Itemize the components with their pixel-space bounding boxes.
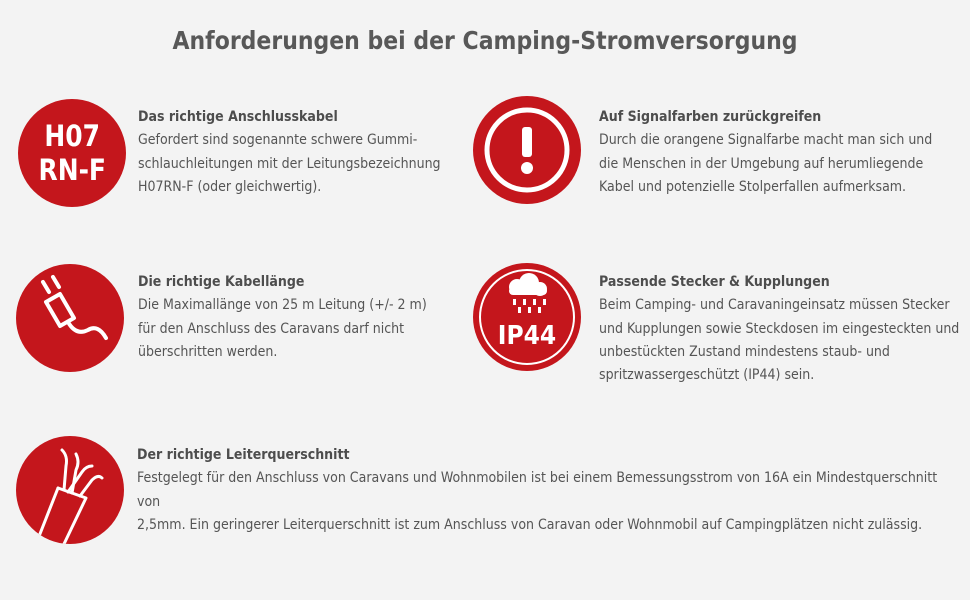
info-line: spritzwassergeschützt (IP44) sein. [599,367,815,384]
info-line: Beim Camping- und Caravaningeinsatz müssen Stecker [599,297,950,314]
cable-type-icon [18,99,126,207]
info-heading: Passende Stecker & Kupplungen [599,274,830,290]
info-block-cross-section [137,444,957,537]
warning-exclamation-icon [473,96,581,204]
info-heading: Der richtige Leiterquerschnitt [137,447,350,463]
info-line: unbestückten Zustand mindestens staub- und [599,343,890,360]
info-line: H07RN-F (oder gleichwertig). [138,178,322,195]
info-line: Festgelegt für den Anschluss von Caravans und Wohnmobilen ist bei einem Bemessungsstrom von 16A ein Mindestquerschnitt von [137,470,938,510]
info-heading: Die richtige Kabellänge [138,274,305,290]
plug-icon [16,264,124,372]
info-line: für den Anschluss des Caravans darf nicht [138,320,405,337]
info-heading: Das richtige Anschlusskabel [138,109,338,125]
info-line: Gefordert sind sogenannte schwere Gummi- [138,132,418,149]
ip44-label: IP44 [497,321,557,351]
info-block-cable [138,106,458,199]
info-line: Die Maximallänge von 25 m Leitung (+/- 2 m) [138,297,427,314]
info-block-signal [599,106,959,199]
info-line: Kabel und potenzielle Stolperfallen aufmerksam. [599,178,907,195]
info-line: die Menschen in der Umgebung auf herumliegende [599,155,924,172]
info-heading: Auf Signalfarben zurückgreifen [599,109,822,125]
cable-cross-section-icon [16,436,124,544]
info-line: und Kupplungen sowie Steckdosen im eingesteckten und [599,320,960,337]
icon-label-rnf: RN-F [38,153,106,187]
info-line: 2,5mm. Ein geringerer Leiterquerschnitt ist zum Anschluss von Caravan oder Wohnmobil auf Campingplätzen nicht zulässig. [137,516,923,533]
info-line: überschritten werden. [138,343,278,360]
info-line: Durch die orangene Signalfarbe macht man sich und [599,132,933,149]
info-block-plugs [599,271,964,387]
info-line: schlauchleitungen mit der Leitungsbezeichnung [138,155,441,172]
info-block-length [138,271,458,364]
icon-label-h07: H07 [44,119,100,153]
page-title: Anforderungen bei der Camping-Stromversorgung [172,26,798,55]
rain-cloud-ip44-icon [473,263,581,371]
